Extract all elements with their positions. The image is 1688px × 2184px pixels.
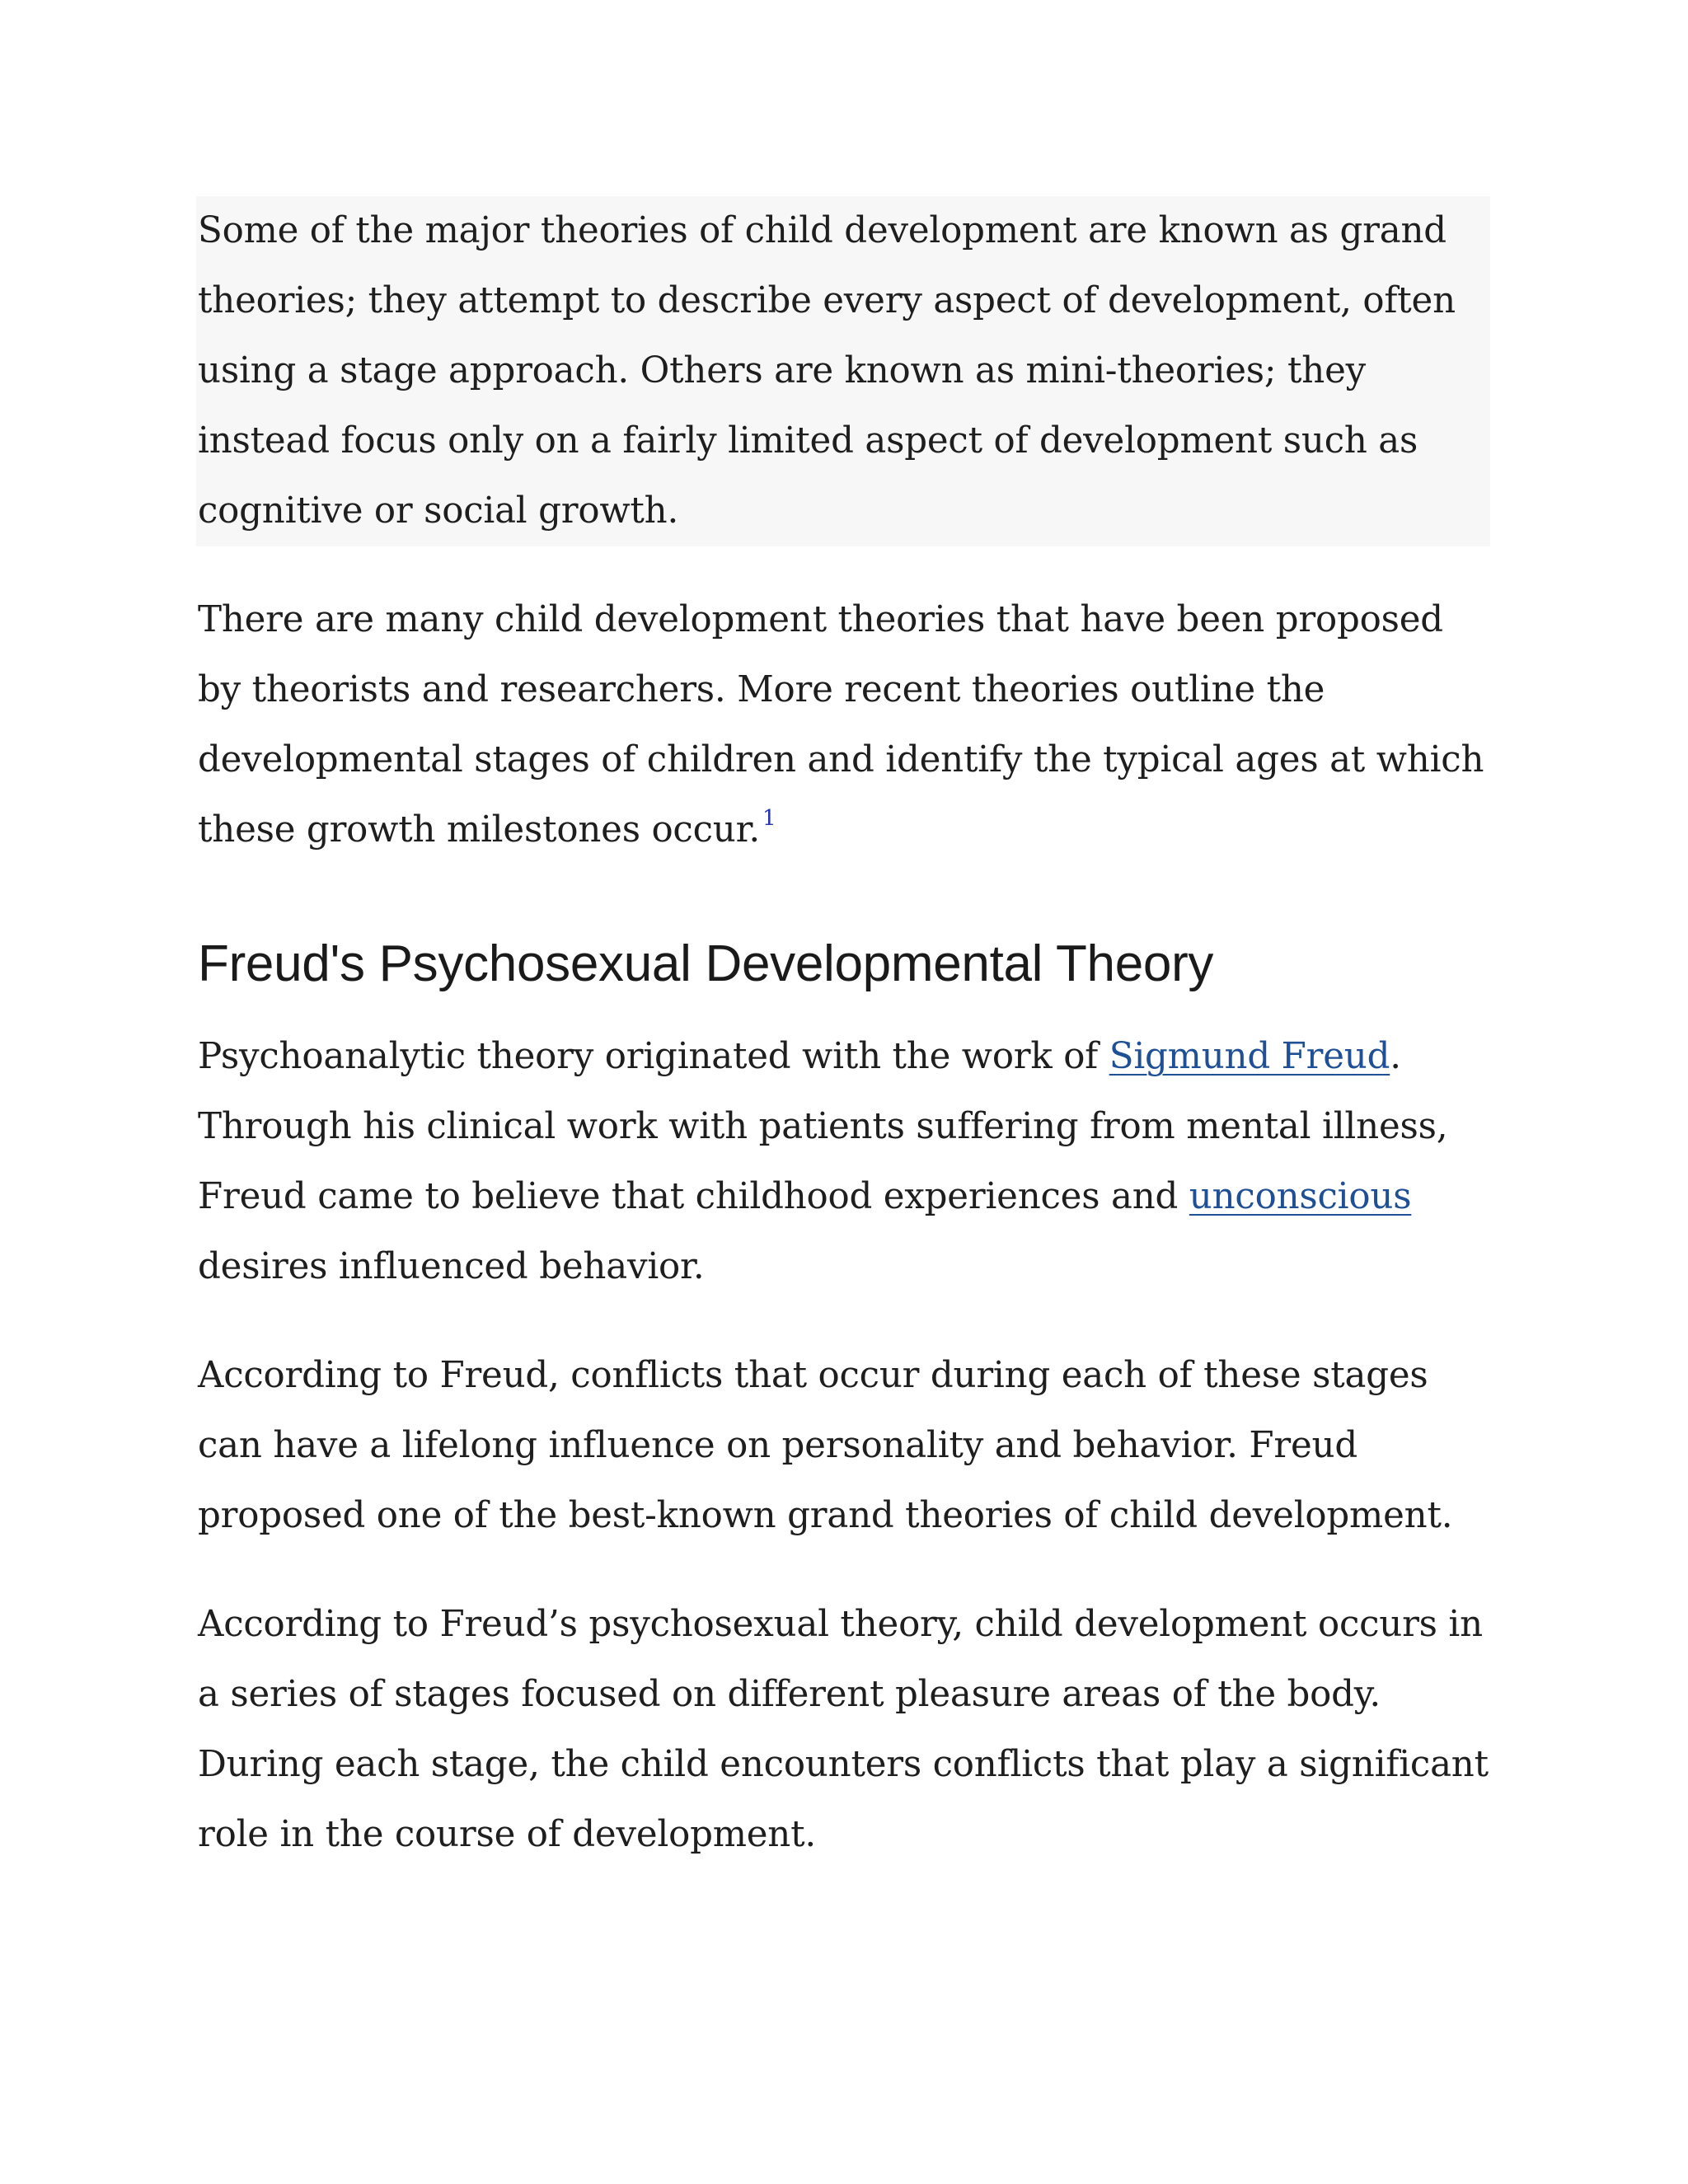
paragraph-text-c: desires influenced behavior. — [198, 1246, 705, 1287]
paragraph-child-development-theories — [198, 585, 1492, 865]
paragraph-text-a: Psychoanalytic theory originated with the work of — [198, 1036, 1109, 1077]
article-content — [198, 196, 1492, 1870]
paragraph-text-b: . Through his clinical work with patients suffering from mental illness, Freud came to believe that childhood experiences and — [198, 1036, 1448, 1217]
section-heading: Freud's Psychosexual Developmental Theory — [198, 935, 1214, 992]
paragraph-psychoanalytic-theory — [198, 1022, 1492, 1302]
intro-paragraph: Some of the major theories of child development are known as grand theories; they attempt to describe every aspect of development, often using a stage approach. Others are known as mini-theories; they instead focus only on a fairly limited aspect of development such as cognitive or social growth. — [196, 196, 1490, 546]
citation-link[interactable]: 1 — [762, 806, 776, 831]
paragraph-text: There are many child development theories that have been proposed by theorists and researchers. More recent theories outline the developmental stages of children and identify the typical ages at which these growth milestones occur. — [198, 599, 1484, 851]
unconscious-link[interactable]: unconscious — [1189, 1176, 1412, 1217]
sigmund-freud-link[interactable]: Sigmund Freud — [1109, 1036, 1390, 1077]
paragraph-psychosexual-theory: According to Freud’s psychosexual theory, child development occurs in a series of stages focused on different pleasure areas of the body. During each stage, the child encounters conflicts that play a significant role in the course of development. — [198, 1604, 1489, 1855]
paragraph-freud-conflicts: According to Freud, conflicts that occur during each of these stages can have a lifelong influence on personality and behavior. Freud proposed one of the best-known grand theories of child development. — [198, 1355, 1453, 1536]
